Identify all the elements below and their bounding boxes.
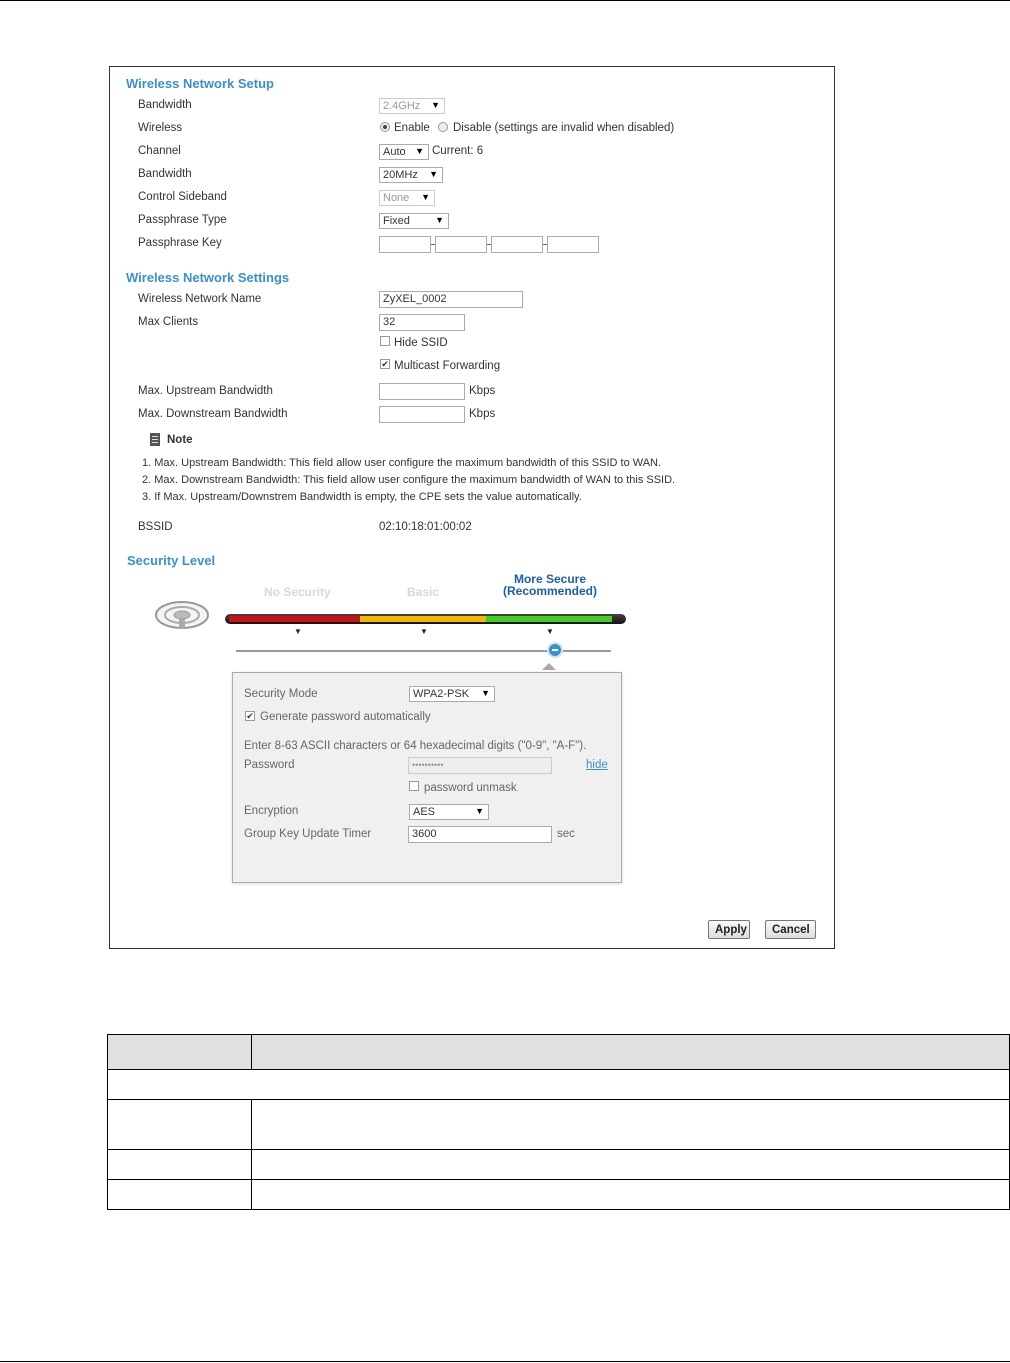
table-cell [108,1100,252,1150]
passphrase-type-select[interactable] [379,213,449,229]
encryption-value: AES [413,806,436,818]
table-row [108,1100,1010,1150]
passphrase-type-label: Passphrase Type [138,214,227,226]
wireless-disable-radio[interactable] [438,122,448,132]
security-level-bar [225,614,626,624]
hide-ssid-checkbox[interactable] [380,336,390,346]
chevron-down-icon: ▼ [435,215,444,225]
channel-select[interactable] [379,144,429,160]
security-mode-select[interactable] [409,686,495,702]
table-cell [252,1180,1010,1210]
security-mode-label: Security Mode [244,688,318,700]
passphrase-type-value: Fixed [383,215,410,227]
description-table [107,1034,1010,1210]
slider-handle[interactable] [547,642,563,658]
passphrase-key-input-2[interactable] [435,236,487,253]
table-cell [108,1070,1010,1100]
security-mode-value: WPA2-PSK [413,688,470,700]
passphrase-key-input-1[interactable] [379,236,431,253]
level-basic[interactable]: Basic [407,585,440,599]
table-cell [252,1100,1010,1150]
security-settings-popup [232,672,622,883]
chevron-down-icon: ▼ [421,192,430,202]
password-label: Password [244,759,295,771]
wireless-label: Wireless [138,122,183,134]
note-title: Note [167,434,193,446]
level-more-secure-line2: (Recommended) [502,584,597,598]
apply-button[interactable]: Apply [708,920,750,939]
level-marker-icon: ▼ [546,627,554,636]
multicast-label: Multicast Forwarding [394,360,501,372]
channel-bandwidth-select[interactable] [379,167,443,183]
chevron-down-icon: ▼ [475,806,484,816]
hide-ssid-label: Hide SSID [394,337,448,349]
security-section-title: Security Level [127,553,216,568]
password-unmask-label: password unmask [424,782,517,794]
note-line: 1. Max. Upstream Bandwidth: This field allow user configure the maximum bandwidth of this SSID to WAN. [142,457,662,469]
table-cell [108,1180,252,1210]
channel-select-value: Auto [383,146,406,158]
group-key-timer-input[interactable]: 3600 [408,826,552,843]
generate-password-checkbox[interactable]: ✔ [246,711,254,721]
max-clients-label: Max Clients [138,316,199,328]
level-marker-icon: ▼ [294,627,302,636]
upstream-label: Max. Upstream Bandwidth [138,385,273,397]
level-segment-yellow [360,616,486,622]
encryption-label: Encryption [244,805,299,817]
downstream-input[interactable] [379,406,465,423]
level-segment-red [229,616,360,622]
wireless-disable-label: Disable (settings are invalid when disabled) [453,122,675,134]
chevron-down-icon: ▼ [429,169,438,179]
level-more-secure-line1: More Secure [513,572,587,586]
table-row [108,1180,1010,1210]
table-row [108,1070,1010,1100]
sideband-select-value: None [383,192,410,204]
chevron-down-icon: ▼ [431,100,440,110]
table-cell [252,1150,1010,1180]
table-header-cell [252,1035,1010,1070]
network-name-input[interactable]: ZyXEL_0002 [379,291,523,308]
downstream-label: Max. Downstream Bandwidth [138,408,288,420]
multicast-checkbox[interactable]: ✔ [381,359,389,369]
bssid-value: 02:10:18:01:00:02 [379,521,472,533]
bandwidth2-label: Bandwidth [138,168,192,180]
note-line: 3. If Max. Upstream/Downstrem Bandwidth is empty, the CPE sets the value automatically. [142,491,582,503]
level-segment-green [486,616,612,622]
encryption-select[interactable] [409,804,489,820]
bandwidth-label: Bandwidth [138,99,192,111]
generate-password-label: Generate password automatically [260,711,431,723]
table-row [108,1150,1010,1180]
chevron-down-icon: ▼ [481,688,490,698]
cancel-button[interactable]: Cancel [765,920,816,939]
bandwidth-select-value: 2.4GHz [383,100,421,112]
wifi-router-icon [154,597,210,633]
channel-current: Current: 6 [432,145,484,157]
channel-bandwidth-value: 20MHz [383,169,418,181]
group-key-timer-unit: sec [557,828,575,840]
network-name-label: Wireless Network Name [138,293,262,305]
wireless-enable-label: Enable [394,122,430,134]
note-document-icon [150,433,160,446]
level-no-security[interactable]: No Security [264,585,331,599]
settings-section-title: Wireless Network Settings [126,270,290,285]
page-top-rule [0,0,1010,1]
sideband-label: Control Sideband [138,191,227,203]
max-clients-input[interactable]: 32 [379,314,465,331]
bandwidth-select[interactable] [379,98,445,114]
passphrase-key-label: Passphrase Key [138,237,222,249]
page-bottom-rule [0,1361,1010,1362]
popup-pointer [542,663,556,670]
group-key-timer-label: Group Key Update Timer [244,828,372,840]
level-marker-icon: ▼ [420,627,428,636]
downstream-unit: Kbps [469,408,496,420]
bssid-label: BSSID [138,521,173,533]
sideband-select[interactable] [379,190,435,206]
hide-password-link[interactable]: hide [586,759,608,771]
level-more-secure[interactable] [500,573,600,597]
table-header-row [108,1035,1010,1070]
upstream-input[interactable] [379,383,465,400]
table-cell [108,1150,252,1180]
password-input[interactable]: •••••••••• [408,757,552,774]
password-unmask-checkbox[interactable] [409,781,419,791]
setup-section-title: Wireless Network Setup [126,76,274,91]
table-header-cell [108,1035,252,1070]
password-hint: Enter 8-63 ASCII characters or 64 hexadecimal digits ("0-9", "A-F"). [244,740,587,752]
passphrase-key-input-3[interactable] [491,236,543,253]
channel-label: Channel [138,145,181,157]
passphrase-key-input-4[interactable] [547,236,599,253]
upstream-unit: Kbps [469,385,496,397]
chevron-down-icon: ▼ [415,146,424,156]
note-line: 2. Max. Downstream Bandwidth: This field allow user configure the maximum bandwidth of WAN to this SSID. [142,474,676,486]
wireless-enable-radio[interactable] [380,122,390,132]
